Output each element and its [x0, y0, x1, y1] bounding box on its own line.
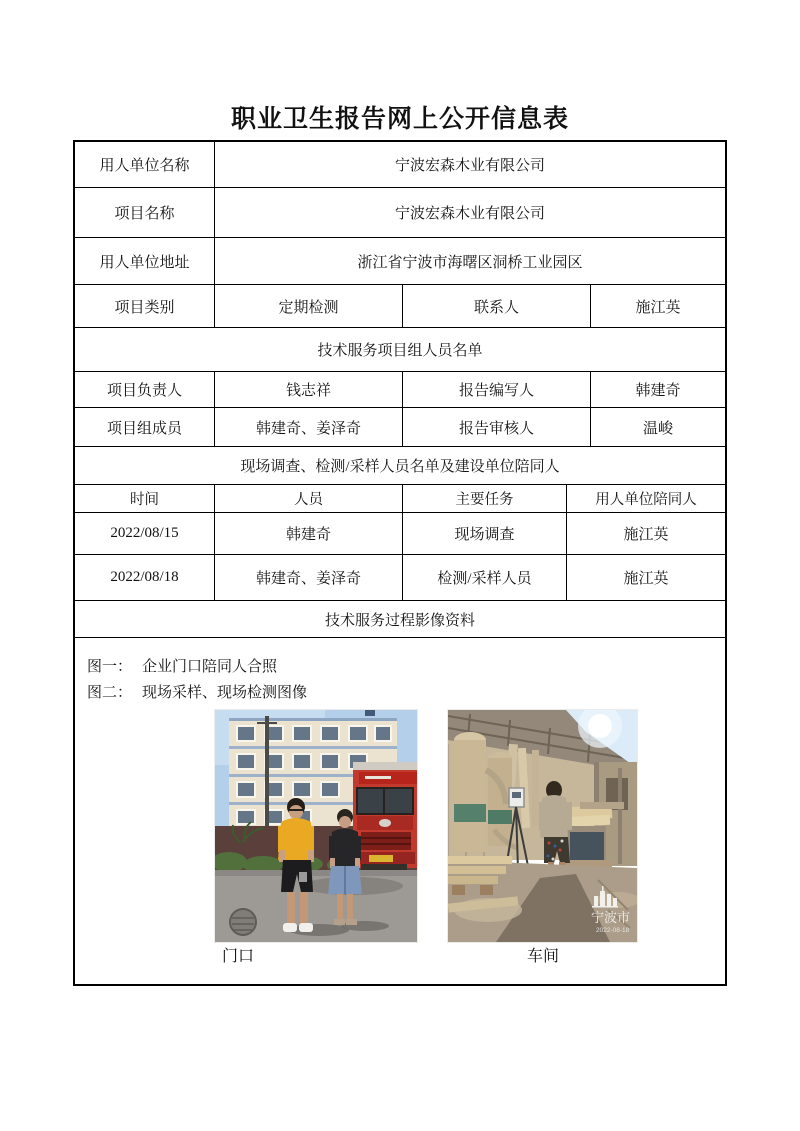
row-media-section	[75, 601, 725, 638]
site2-escort: 施江英	[623, 571, 669, 587]
figure-notes	[87, 654, 307, 706]
row-project-leader	[75, 372, 725, 408]
figure-1-desc: 企业门口陪同人合照	[142, 659, 278, 675]
media-section-title: 技术服务过程影像资料	[324, 612, 475, 629]
report-writer-value: 韩建奇	[635, 383, 681, 399]
row-site-visit-2	[75, 555, 725, 601]
row-team-section	[75, 328, 725, 372]
site2-personnel: 韩建奇、姜泽奇	[215, 555, 403, 600]
photo-workshop-caption: 车间	[527, 948, 560, 965]
team-section-title: 技术服务项目组人员名单	[317, 343, 483, 359]
project-leader-label: 项目负责人	[75, 372, 215, 407]
team-members-value: 韩建奇、姜泽奇	[215, 408, 403, 446]
employer-address-value: 浙江省宁波市海曙区洞桥工业园区	[357, 254, 583, 271]
site-header-task: 主要任务	[403, 485, 567, 512]
watermark-city-text: 宁波市	[591, 910, 631, 925]
site1-personnel: 韩建奇	[215, 513, 403, 554]
figure-2-desc: 现场采样、现场检测图像	[142, 685, 308, 701]
figure-2-label: 图二：	[87, 685, 133, 701]
site1-time: 2022/08/15	[75, 513, 215, 554]
site-header-time: 时间	[75, 485, 215, 512]
report-reviewer-label: 报告审核人	[403, 408, 591, 446]
contact-value: 施江英	[635, 299, 681, 316]
photo-entrance	[215, 710, 417, 942]
site-section-title: 现场调查、检测/采样人员名单及建设单位陪同人	[240, 459, 560, 475]
employer-name-value: 宁波宏森木业有限公司	[394, 158, 545, 174]
project-name-label: 项目名称	[75, 188, 215, 237]
site1-escort: 施江英	[623, 527, 669, 543]
employer-name-label: 用人单位名称	[75, 142, 215, 187]
site-header-personnel: 人员	[215, 485, 403, 512]
employer-address-label: 用人单位地址	[75, 238, 215, 284]
watermark-date-text: 2022-08-18	[596, 927, 630, 934]
project-category-value: 定期检测	[215, 285, 403, 327]
row-site-header	[75, 485, 725, 513]
figure-1-note	[87, 654, 307, 680]
photo-entrance-caption: 门口	[222, 948, 255, 965]
site1-task: 现场调查	[403, 513, 567, 554]
row-project-name	[75, 188, 725, 238]
project-leader-value: 钱志祥	[215, 372, 403, 407]
photo-workshop	[448, 710, 637, 942]
site2-task: 检测/采样人员	[403, 555, 567, 600]
site2-time: 2022/08/18	[75, 555, 215, 600]
row-site-section	[75, 447, 725, 485]
row-team-members	[75, 408, 725, 447]
figure-1-label: 图一：	[87, 659, 133, 675]
contact-label: 联系人	[403, 285, 591, 327]
row-employer-name	[75, 142, 725, 188]
team-members-label: 项目组成员	[75, 408, 215, 446]
row-project-category	[75, 285, 725, 328]
site-header-escort: 用人单位陪同人	[595, 492, 697, 508]
report-writer-label: 报告编写人	[403, 372, 591, 407]
row-figures	[75, 638, 725, 984]
figure-2-note	[87, 680, 307, 706]
project-name-value: 宁波宏森木业有限公司	[394, 206, 545, 222]
report-reviewer-value: 温峻	[642, 420, 673, 437]
info-table	[73, 140, 727, 986]
project-category-label: 项目类别	[75, 285, 215, 327]
row-employer-address	[75, 238, 725, 285]
page-title: 职业卫生报告网上公开信息表	[230, 106, 569, 133]
row-site-visit-1	[75, 513, 725, 555]
